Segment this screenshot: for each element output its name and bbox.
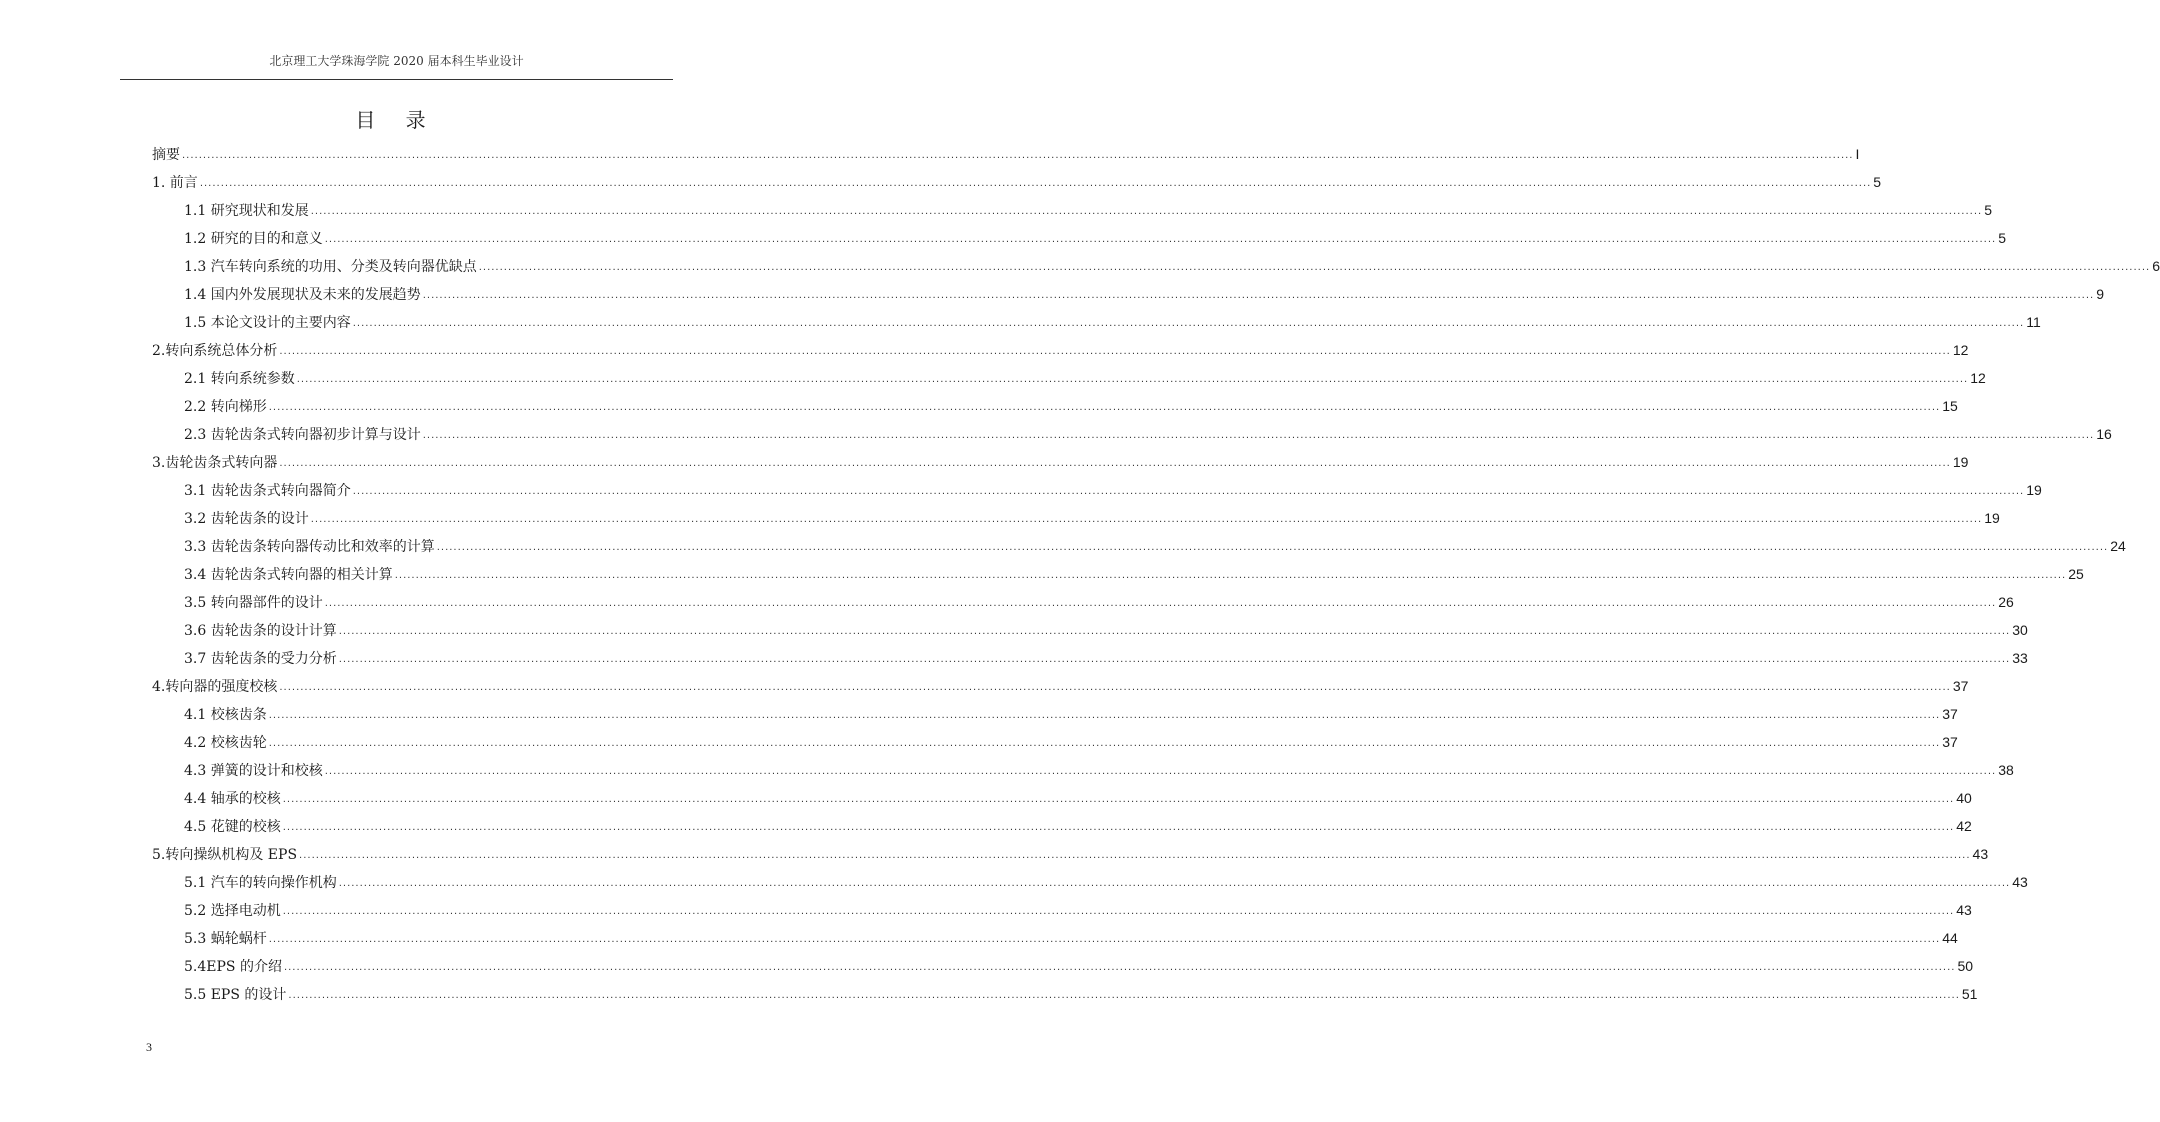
toc-entry[interactable] [152, 868, 2028, 896]
toc-leader-dots: ................................................................................................................................................................................................................................................................................................................................................................................................................ [282, 794, 1955, 805]
toc-entry-page: 33 [2012, 650, 2028, 666]
toc-entry[interactable] [152, 812, 1972, 840]
toc-leader-dots: ................................................................................................................................................................................................................................................................................................................................................................................................................ [422, 430, 2095, 441]
header-rule [120, 79, 673, 80]
toc-entry-page: 12 [1952, 342, 1969, 358]
toc-entry-label: 3.6 齿轮齿条的设计计算 [184, 623, 337, 639]
toc-entry[interactable] [152, 280, 2104, 308]
toc-leader-dots: ................................................................................................................................................................................................................................................................................................................................................................................................................ [299, 850, 1971, 861]
toc-leader-dots: ................................................................................................................................................................................................................................................................................................................................................................................................................ [338, 654, 2011, 665]
toc-leader-dots: ................................................................................................................................................................................................................................................................................................................................................................................................................ [422, 290, 2095, 301]
toc-title: 目 录 [355, 108, 438, 132]
toc-entry[interactable] [152, 252, 2160, 280]
toc-entry[interactable] [152, 588, 2014, 616]
toc-leader-dots: ................................................................................................................................................................................................................................................................................................................................................................................................................ [338, 626, 2011, 637]
toc-leader-dots: ................................................................................................................................................................................................................................................................................................................................................................................................................ [279, 346, 1951, 357]
toc-entry-label: 1.3 汽车转向系统的功用、分类及转向器优缺点 [184, 259, 477, 275]
toc-entry-label: 3.7 齿轮齿条的受力分析 [184, 651, 337, 667]
toc-entry[interactable] [152, 140, 1860, 168]
toc-leader-dots: ................................................................................................................................................................................................................................................................................................................................................................................................................ [310, 206, 1983, 217]
toc-leader-dots: ................................................................................................................................................................................................................................................................................................................................................................................................................ [279, 682, 1951, 693]
page-number: 3 [146, 1040, 152, 1054]
toc-leader-dots: ................................................................................................................................................................................................................................................................................................................................................................................................................ [296, 374, 1969, 385]
toc-entry-page: 43 [2012, 874, 2028, 890]
toc-entry[interactable] [152, 756, 2014, 784]
toc-entry-page: 6 [2152, 258, 2160, 274]
toc-entry-label: 5.2 选择电动机 [184, 903, 281, 919]
toc-entry-page: 11 [2026, 314, 2041, 330]
toc-entry[interactable] [152, 728, 1958, 756]
toc-entry[interactable] [152, 168, 1882, 196]
toc-entry-label: 1.1 研究现状和发展 [184, 203, 309, 219]
toc-entry-page: 24 [2110, 538, 2126, 554]
toc-entry-label: 5.转向操纵机构及 EPS [152, 847, 298, 863]
toc-leader-dots: ................................................................................................................................................................................................................................................................................................................................................................................................................ [268, 934, 1941, 945]
toc-entry-page: 5 [1873, 174, 1882, 190]
toc-entry-label: 2.转向系统总体分析 [152, 343, 278, 359]
toc-entry-label: 4.1 校核齿条 [184, 707, 267, 723]
toc-entry[interactable] [152, 364, 1986, 392]
toc-entry[interactable] [152, 560, 2084, 588]
toc-entry[interactable] [152, 840, 1989, 868]
toc-entry-label: 3.1 齿轮齿条式转向器简介 [184, 483, 351, 499]
toc-entry-label: 5.3 蜗轮蜗杆 [184, 931, 267, 947]
toc-leader-dots: ................................................................................................................................................................................................................................................................................................................................................................................................................ [324, 234, 1997, 245]
toc-leader-dots: ................................................................................................................................................................................................................................................................................................................................................................................................................ [283, 962, 1956, 973]
toc-entry[interactable] [152, 420, 2112, 448]
toc-entry-page: 37 [1952, 678, 1969, 694]
toc-entry-label: 1.2 研究的目的和意义 [184, 231, 323, 247]
toc-entry-label: 2.2 转向梯形 [184, 399, 267, 415]
toc-entry[interactable] [152, 336, 1969, 364]
toc-entry[interactable] [152, 672, 1969, 700]
toc-entry[interactable] [152, 700, 1958, 728]
toc-entry-page: 43 [1956, 902, 1972, 918]
toc-entry[interactable] [152, 196, 1992, 224]
toc-entry-page: 15 [1942, 398, 1958, 414]
toc-entry-page: 51 [1961, 986, 1978, 1002]
toc-entry-page: I [1855, 146, 1860, 162]
toc-entry-label: 3.3 齿轮齿条转向器传动比和效率的计算 [184, 539, 435, 555]
toc-entry[interactable] [152, 308, 2041, 336]
toc-entry[interactable] [152, 980, 1978, 1008]
toc-entry[interactable] [152, 616, 2028, 644]
toc-entry-page: 50 [1957, 958, 1974, 974]
toc-entry-label: 3.5 转向器部件的设计 [184, 595, 323, 611]
toc-entry[interactable] [152, 476, 2042, 504]
toc-leader-dots: ................................................................................................................................................................................................................................................................................................................................................................................................................ [324, 598, 1997, 609]
toc-entry-label: 5.4EPS 的介绍 [184, 959, 282, 975]
toc-leader-dots: ................................................................................................................................................................................................................................................................................................................................................................................................................ [268, 402, 1941, 413]
toc-leader-dots: ................................................................................................................................................................................................................................................................................................................................................................................................................ [199, 178, 1872, 189]
toc-entry-page: 5 [1984, 202, 1992, 218]
toc-entry-label: 4.4 轴承的校核 [184, 791, 281, 807]
toc-entry-label: 3.4 齿轮齿条式转向器的相关计算 [184, 567, 393, 583]
toc-leader-dots: ................................................................................................................................................................................................................................................................................................................................................................................................................ [268, 738, 1941, 749]
toc-leader-dots: ................................................................................................................................................................................................................................................................................................................................................................................................................ [436, 542, 2109, 553]
toc-entry-label: 2.1 转向系统参数 [184, 371, 295, 387]
toc-entry[interactable] [152, 784, 1972, 812]
toc-entry-label: 摘要 [152, 147, 180, 163]
toc-entry[interactable] [152, 224, 2006, 252]
toc-entry[interactable] [152, 924, 1958, 952]
toc-leader-dots: ................................................................................................................................................................................................................................................................................................................................................................................................................ [282, 906, 1955, 917]
toc-entry-label: 1.5 本论文设计的主要内容 [184, 315, 351, 331]
toc-entry-page: 12 [1970, 370, 1986, 386]
toc-leader-dots: ................................................................................................................................................................................................................................................................................................................................................................................................................ [352, 486, 2025, 497]
toc-entry[interactable] [152, 532, 2126, 560]
toc-leader-dots: ................................................................................................................................................................................................................................................................................................................................................................................................................ [394, 570, 2067, 581]
toc-entry-page: 9 [2096, 286, 2104, 302]
toc-leader-dots: ................................................................................................................................................................................................................................................................................................................................................................................................................ [282, 822, 1955, 833]
toc-leader-dots: ................................................................................................................................................................................................................................................................................................................................................................................................................ [182, 150, 1854, 161]
toc-entry-label: 4.3 弹簧的设计和校核 [184, 763, 323, 779]
toc-entry-page: 37 [1942, 706, 1958, 722]
toc-entry[interactable] [152, 504, 2000, 532]
toc-leader-dots: ................................................................................................................................................................................................................................................................................................................................................................................................................ [338, 878, 2011, 889]
toc-entry-page: 38 [1998, 762, 2014, 778]
toc-entry[interactable] [152, 644, 2028, 672]
toc-leader-dots: ................................................................................................................................................................................................................................................................................................................................................................................................................ [288, 990, 1960, 1001]
toc-entry-label: 5.1 汽车的转向操作机构 [184, 875, 337, 891]
toc-leader-dots: ................................................................................................................................................................................................................................................................................................................................................................................................................ [352, 318, 2025, 329]
toc-entry-page: 30 [2012, 622, 2028, 638]
toc-entry-label: 5.5 EPS 的设计 [184, 987, 287, 1003]
toc-leader-dots: ................................................................................................................................................................................................................................................................................................................................................................................................................ [279, 458, 1951, 469]
toc-entry-label: 4.2 校核齿轮 [184, 735, 267, 751]
toc-entry[interactable] [152, 896, 1972, 924]
toc-entry-page: 42 [1956, 818, 1972, 834]
toc-entry-page: 43 [1972, 846, 1989, 862]
table-of-contents [152, 140, 2160, 1008]
running-header: 北京理工大学珠海学院 2020 届本科生毕业设计 [269, 54, 524, 68]
toc-entry-label: 4.转向器的强度校核 [152, 679, 278, 695]
toc-entry-page: 26 [1998, 594, 2014, 610]
toc-entry-page: 5 [1998, 230, 2006, 246]
toc-leader-dots: ................................................................................................................................................................................................................................................................................................................................................................................................................ [324, 766, 1997, 777]
toc-leader-dots: ................................................................................................................................................................................................................................................................................................................................................................................................................ [268, 710, 1941, 721]
toc-entry-page: 19 [1952, 454, 1969, 470]
toc-entry-label: 2.3 齿轮齿条式转向器初步计算与设计 [184, 427, 421, 443]
toc-entry-page: 19 [2026, 482, 2042, 498]
toc-entry[interactable] [152, 448, 1969, 476]
toc-leader-dots: ................................................................................................................................................................................................................................................................................................................................................................................................................ [310, 514, 1983, 525]
toc-entry-page: 37 [1942, 734, 1958, 750]
toc-entry-label: 1.4 国内外发展现状及未来的发展趋势 [184, 287, 421, 303]
toc-entry-label: 3.2 齿轮齿条的设计 [184, 511, 309, 527]
toc-leader-dots: ................................................................................................................................................................................................................................................................................................................................................................................................................ [478, 262, 2151, 273]
toc-entry-page: 19 [1984, 510, 2000, 526]
toc-entry[interactable] [152, 952, 1974, 980]
toc-entry-label: 3.齿轮齿条式转向器 [152, 455, 278, 471]
toc-entry-page: 40 [1956, 790, 1972, 806]
toc-entry-label: 4.5 花键的校核 [184, 819, 281, 835]
toc-entry[interactable] [152, 392, 1958, 420]
toc-entry-page: 25 [2068, 566, 2084, 582]
toc-entry-label: 1. 前言 [152, 175, 198, 191]
toc-entry-page: 16 [2096, 426, 2112, 442]
toc-entry-page: 44 [1942, 930, 1958, 946]
